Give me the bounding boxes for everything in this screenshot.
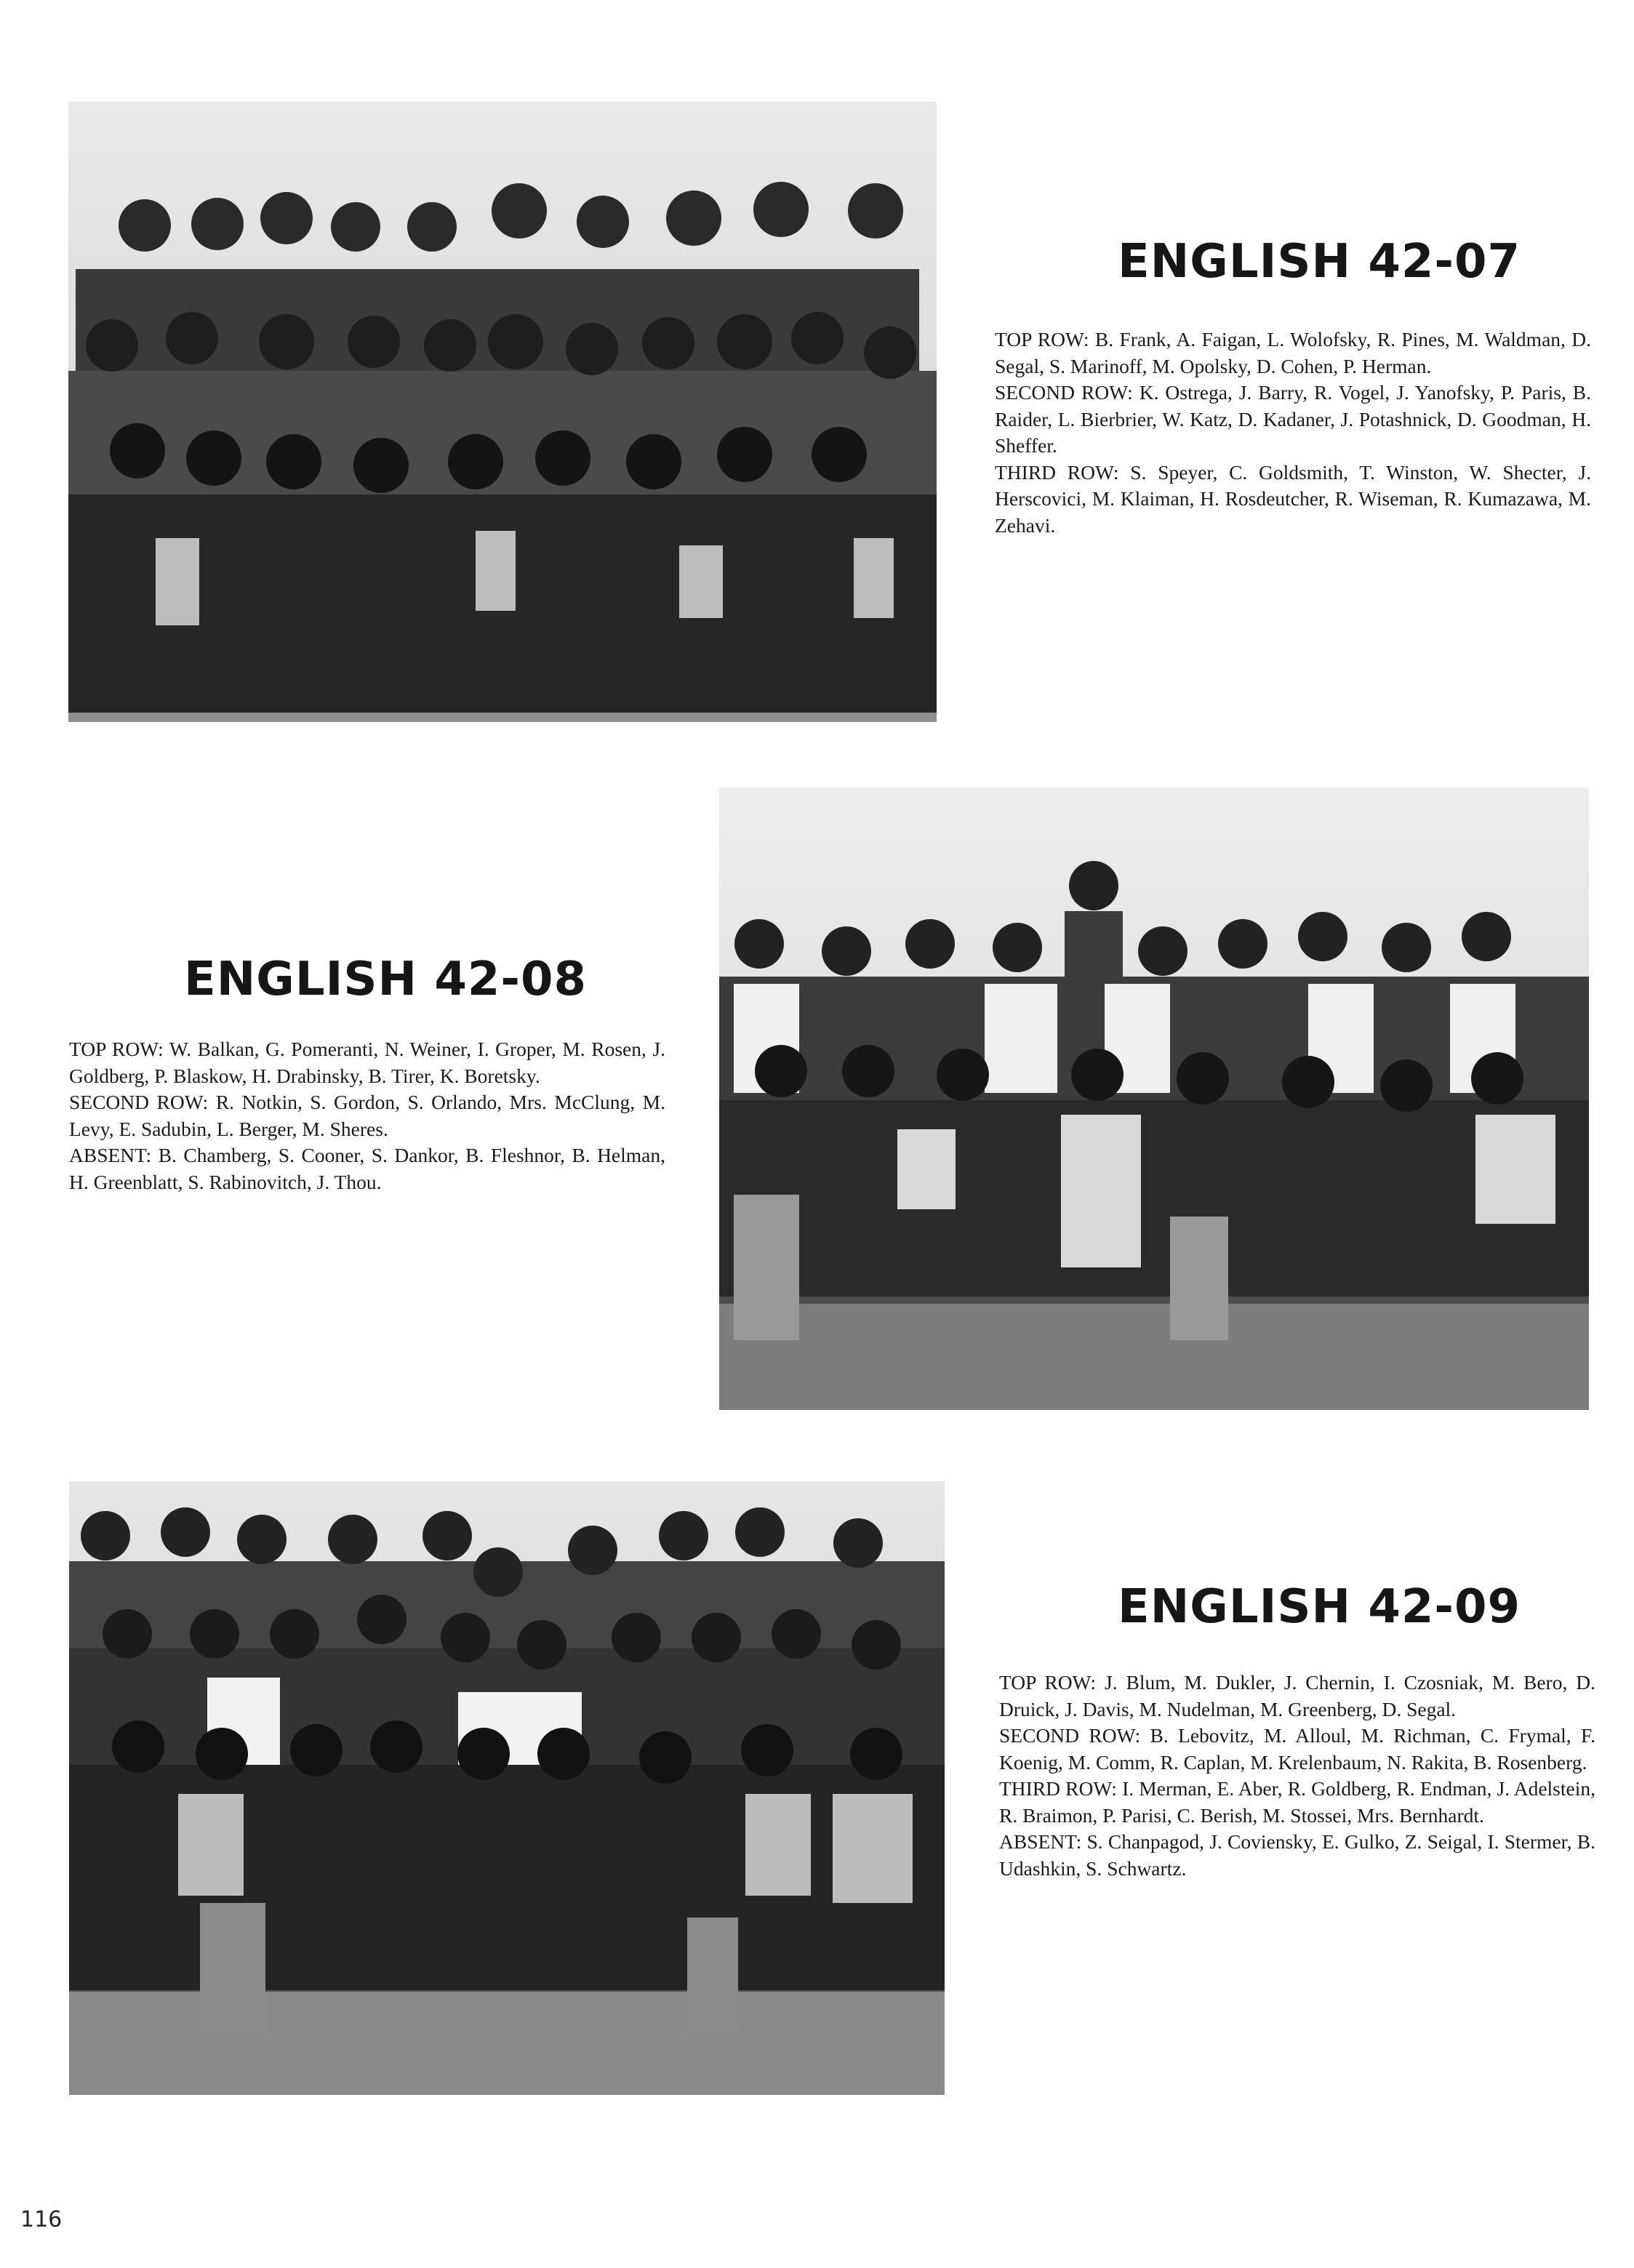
- caption-top-row: TOP ROW: J. Blum, M. Dukler, J. Chernin, I. Czosniak, M. Bero, D. Druick, J. Davis, M. Nudelman, M. Greenberg, D. Segal.: [999, 1671, 1595, 1720]
- class-photo-english-42-08: [719, 788, 1589, 1410]
- group-photo-graphic: [719, 788, 1589, 1410]
- caption-third-row: THIRD ROW: S. Speyer, C. Goldsmith, T. Winston, W. Shecter, J. Herscovici, M. Klaiman, H. Rosdeutcher, R. Wiseman, R. Kumazawa, M. Zehavi.: [995, 460, 1591, 537]
- section-heading-english-42-07: ENGLISH 42-07: [1118, 235, 1521, 289]
- page-number: 116: [20, 2207, 63, 2232]
- group-photo-graphic: [68, 102, 937, 722]
- caption-english-42-07: [995, 326, 1591, 539]
- class-photo-english-42-09: [69, 1481, 945, 2095]
- section-heading-english-42-09: ENGLISH 42-09: [1118, 1580, 1521, 1634]
- class-photo-english-42-07: [68, 102, 937, 722]
- caption-second-row: SECOND ROW: R. Notkin, S. Gordon, S. Orlando, Mrs. McClung, M. Levy, E. Sadubin, L. Berger, M. Sheres.: [69, 1091, 665, 1140]
- caption-third-row: THIRD ROW: I. Merman, E. Aber, R. Goldberg, R. Endman, J. Adelstein, R. Braimon, P. Parisi, C. Berish, M. Stossei, Mrs. Bernhardt.: [999, 1777, 1595, 1827]
- caption-top-row: TOP ROW: B. Frank, A. Faigan, L. Wolofsky, R. Pines, M. Waldman, D. Segal, S. Marinoff, M. Opolsky, D. Cohen, P. Herman.: [995, 328, 1591, 377]
- caption-english-42-09: [999, 1670, 1595, 1882]
- caption-english-42-08: [69, 1036, 665, 1195]
- caption-second-row: SECOND ROW: K. Ostrega, J. Barry, R. Vogel, J. Yanofsky, P. Paris, B. Raider, L. Bierbrier, W. Katz, D. Kadaner, J. Potashnick, D. Goodman, H. Sheffer.: [995, 381, 1591, 457]
- caption-absent-row: ABSENT: S. Chanpagod, J. Coviensky, E. Gulko, Z. Seigal, I. Stermer, B. Udashkin, S. Schwartz.: [999, 1830, 1595, 1880]
- caption-top-row: TOP ROW: W. Balkan, G. Pomeranti, N. Weiner, I. Groper, M. Rosen, J. Goldberg, P. Blaskow, H. Drabinsky, B. Tirer, K. Boretsky.: [69, 1038, 665, 1087]
- caption-second-row: SECOND ROW: B. Lebovitz, M. Alloul, M. Richman, C. Frymal, F. Koenig, M. Comm, R. Caplan, M. Krelenbaum, N. Rakita, B. Rosenberg.: [999, 1724, 1595, 1774]
- section-heading-english-42-08: ENGLISH 42-08: [184, 953, 588, 1006]
- caption-absent-row: ABSENT: B. Chamberg, S. Cooner, S. Dankor, B. Fleshnor, B. Helman, H. Greenblatt, S. Rabinovitch, J. Thou.: [69, 1144, 665, 1193]
- group-photo-graphic: [69, 1481, 945, 2095]
